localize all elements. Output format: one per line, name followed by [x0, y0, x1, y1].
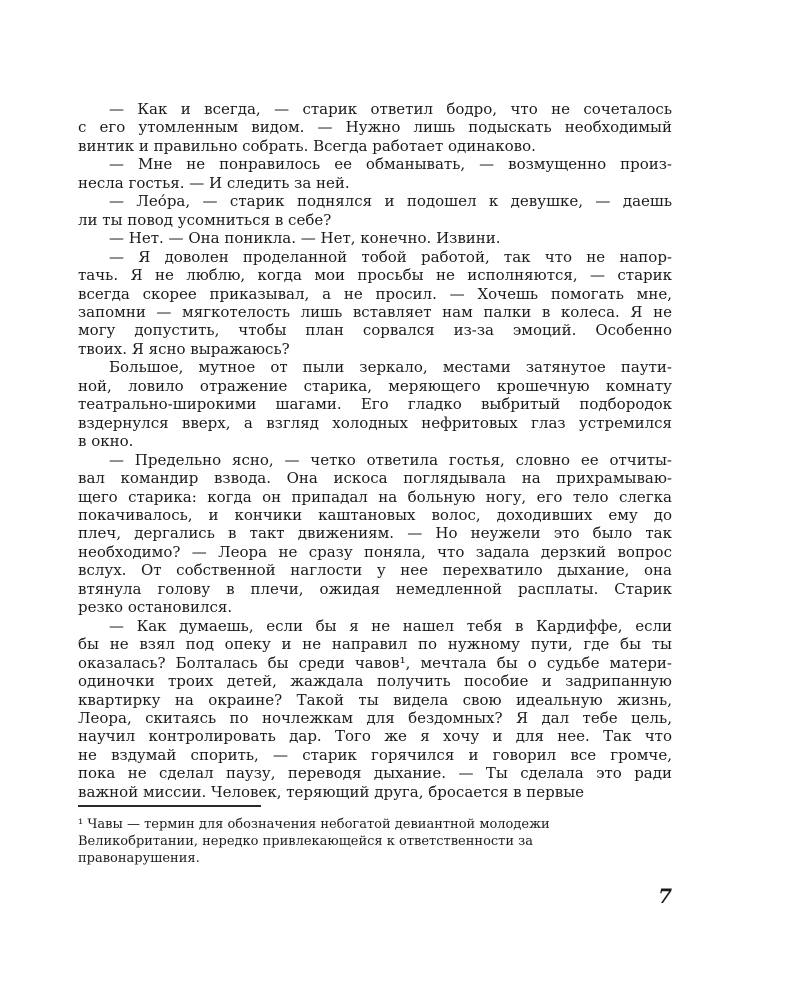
text-line: тачь. Я не люблю, когда мои просьбы не исполняются, — старик — [78, 266, 672, 285]
main-text — [78, 100, 672, 801]
text-line: несла гостья. — И следить за ней. — [78, 173, 350, 192]
text-line: плеч, дергались в такт движениям. — Но неужели это было так — [78, 524, 672, 543]
text-line: винтик и правильно собрать. Всегда работает одинаково. — [78, 136, 536, 155]
footnote-line: ¹ Чавы — термин для обозначения небогатой девиантной молодежи — [78, 817, 550, 833]
footnote-divider — [78, 805, 261, 807]
text-line: в окно. — [78, 432, 134, 451]
text-line: — Предельно ясно, — четко ответила гостья, словно ее отчиты- — [109, 450, 672, 469]
text-block — [78, 100, 672, 867]
text-line: запомни — мягкотелость лишь вставляет нам палки в колеса. Я не — [78, 302, 672, 321]
paragraph — [78, 155, 672, 192]
text-line: не вздумай спорить, — старик горячился и говорил все громче, — [78, 745, 672, 764]
text-line: всегда скорее приказывал, а не просил. — Хочешь помогать мне, — [78, 284, 672, 303]
text-line: квартирку на окраине? Такой ты видела свою идеальную жизнь, — [78, 690, 672, 709]
text-line: научил контролировать дар. Того же я хочу и для нее. Так что — [78, 727, 672, 746]
paragraph — [78, 358, 672, 450]
paragraph — [78, 229, 672, 247]
text-line: театрально-широкими шагами. Его гладко выбритый подбородок — [78, 395, 672, 414]
text-line: могу допустить, чтобы план сорвался из-за эмоций. Особенно — [78, 321, 672, 340]
text-line: — Нет. — Она поникла. — Нет, конечно. Извини. — [109, 229, 501, 248]
text-line: резко остановился. — [78, 598, 233, 617]
footnote-line: правонарушения. — [78, 851, 200, 867]
text-line: с его утомленным видом. — Нужно лишь подыскать необходимый — [78, 118, 672, 137]
text-line: ли ты повод усомниться в себе? — [78, 210, 332, 229]
text-line: ной, ловило отражение старика, меряющего крошечную комнату — [78, 376, 672, 395]
footnote-line: Великобритании, нередко привлекающейся к ответственности за — [78, 834, 533, 850]
footnote — [78, 816, 672, 867]
text-line: Леора, скитаясь по ночлежкам для бездомных? Я дал тебе цель, — [78, 708, 672, 727]
paragraph — [78, 248, 672, 359]
paragraph — [78, 451, 672, 617]
text-line: — Мне не понравилось ее обманывать, — возмущенно произ- — [109, 155, 672, 174]
text-line: необходимо? — Леора не сразу поняла, что задала дерзкий вопрос — [78, 542, 672, 561]
text-line: важной миссии. Человек, теряющий друга, бросается в первые — [78, 782, 585, 801]
text-line: — Как и всегда, — старик ответил бодро, что не сочеталось — [109, 100, 672, 118]
paragraph — [78, 100, 672, 155]
page-number: 7 — [658, 884, 672, 908]
text-line: пока не сделал паузу, переводя дыхание. — Ты сделала это ради — [78, 764, 672, 783]
text-line: вслух. От собственной наглости у нее перехватило дыхание, она — [78, 561, 672, 580]
text-line: вздернулся вверх, а взгляд холодных нефритовых глаз устремился — [78, 413, 672, 432]
paragraph — [78, 192, 672, 229]
text-line: твоих. Я ясно выражаюсь? — [78, 339, 290, 358]
text-line: — Лео́ра, — старик поднялся и подошел к девушке, — даешь — [109, 192, 672, 211]
text-line: — Как думаешь, если бы я не нашел тебя в Кардиффе, если — [109, 616, 672, 635]
text-line: бы не взял под опеку и не направил по нужному пути, где бы ты — [78, 635, 672, 654]
text-line: щего старика: когда он припадал на больную ногу, его тело слегка — [78, 487, 672, 506]
paragraph — [78, 617, 672, 802]
text-line: оказалась? Болталась бы среди чавов¹, мечтала бы о судьбе матери- — [78, 653, 672, 672]
text-line: вал командир взвода. Она искоса поглядывала на прихрамываю- — [78, 469, 672, 488]
text-line: одиночки троих детей, жаждала получить пособие и задрипанную — [78, 672, 672, 691]
text-line: втянула голову в плечи, ожидая немедленной расплаты. Старик — [78, 579, 672, 598]
text-line: — Я доволен проделанной тобой работой, так что не напор- — [109, 247, 672, 266]
text-line: покачивалось, и кончики каштановых волос, доходивших ему до — [78, 505, 672, 524]
text-line: Большое, мутное от пыли зеркало, местами затянутое паути- — [109, 358, 672, 377]
